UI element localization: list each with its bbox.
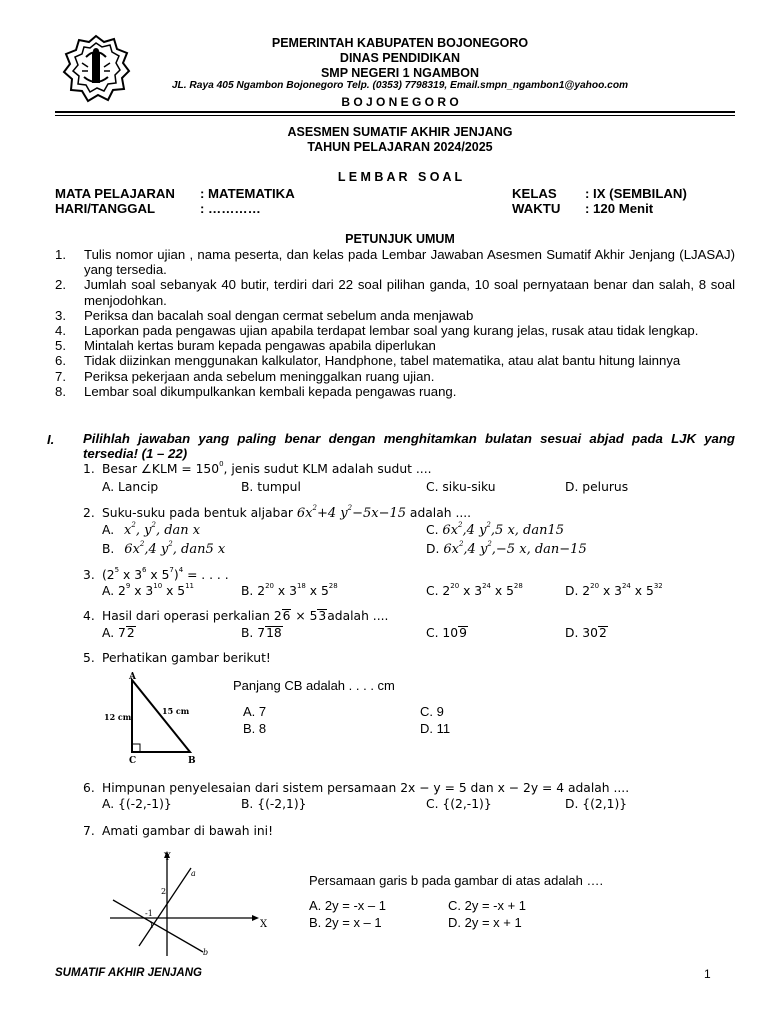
q2-option-c: C. $6x^2,4$ $y^2,5$ x, dan15 [426, 521, 565, 538]
q6-option-d: D. {(2,1)} [565, 797, 628, 811]
side-label-ab: 15 cm [162, 706, 190, 716]
question-number: 5. [83, 651, 95, 665]
letterhead-city: B O J O N E G O R O [341, 95, 459, 109]
q1-option-c: C. siku-siku [426, 480, 496, 494]
q7-option-b: B. 2y = x – 1 [309, 915, 382, 930]
instruction-item: 2. Jumlah soal sebanyak 40 butir, terdiri dari 22 soal pilihan ganda, 10 soal pernyataan benar dan salah, 8 soal menjodohkan. [55, 277, 735, 308]
section-instruction: Pilihlah jawaban yang paling benar dengan menghitamkan bulatan sesuai abjad pada LJK yang tersedia! (1 – 22) [83, 431, 735, 461]
page-number: 1 [704, 967, 711, 981]
tick-label-1: 1 [149, 921, 155, 930]
side-label-ac: 12 cm [104, 712, 132, 722]
question-number: 7. [83, 824, 95, 838]
line-graph-figure [105, 848, 275, 960]
time-label: WAKTU [512, 201, 561, 216]
vertex-label-a: A [129, 672, 136, 682]
section-number: I. [47, 432, 55, 447]
q7-option-d: D. 2y = x + 1 [448, 915, 522, 930]
q4-option-d: D. 302 [565, 626, 607, 640]
instruction-item: 7. Periksa pekerjaan anda sebelum meninggalkan ruang ujian. [55, 368, 435, 384]
vertex-label-c: C [129, 756, 137, 766]
q3-option-d: D. $2^{20}$ x $3^{24}$ x $5^{32}$ [565, 582, 663, 598]
question-number: 2. [83, 506, 95, 520]
time-value: : 120 Menit [585, 201, 654, 216]
q5-option-a: A. 7 [243, 704, 267, 719]
question-number: 3. [83, 568, 95, 582]
regency-logo [60, 33, 132, 105]
tick-label-2: 2 [161, 887, 167, 896]
day-value: : ………… [200, 201, 261, 216]
question-5-text: Perhatikan gambar berikut! [102, 651, 271, 665]
q6-option-b: B. {(-2,1)} [241, 797, 307, 811]
exam-title: ASESMEN SUMATIF AKHIR JENJANG [287, 125, 513, 139]
letterhead-line1: PEMERINTAH KABUPATEN BOJONEGORO [271, 36, 529, 50]
question-7-text: Amati gambar di bawah ini! [102, 824, 274, 838]
vertex-label-b: B [188, 756, 196, 766]
axis-label-y: Y [164, 852, 171, 863]
q6-option-a: A. {(-2,-1)} [102, 797, 172, 811]
question-7-ask: Persamaan garis b pada gambar di atas adalah …. [309, 873, 604, 888]
q1-option-a: A. Lancip [102, 480, 159, 494]
question-5-ask: Panjang CB adalah . . . . cm [233, 678, 395, 693]
line-label-a: a [191, 869, 196, 878]
question-1-text: Besar ∠KLM = $150^0$, jenis sudut KLM adalah sudut .... [102, 460, 432, 476]
day-label: HARI/TANGGAL [55, 201, 156, 216]
q7-option-a: A. 2y = -x – 1 [309, 898, 386, 913]
letterhead-divider-thin [55, 115, 735, 116]
q2-option-b: B. $6x^2,4$ $y^2$, dan5 x [102, 540, 226, 557]
q3-option-b: B. $2^{20}$ x $3^{18}$ x $5^{28}$ [241, 582, 338, 598]
q5-option-b: B. 8 [243, 721, 267, 736]
q4-option-b: B. 718 [241, 626, 282, 640]
right-triangle-figure [100, 668, 210, 768]
letterhead-divider [55, 111, 735, 113]
question-3-text: ($2^5$ x $3^6$ x $5^7)^4$ = . . . . [102, 566, 229, 582]
instruction-item: 3. Periksa dan bacalah soal dengan cermat sebelum anda menjawab [55, 307, 474, 323]
q5-option-c: C. 9 [420, 704, 444, 719]
letterhead-line2: DINAS PENDIDIKAN [339, 51, 461, 65]
letterhead-address: JL. Raya 405 Ngambon Bojonegoro Telp. (0353) 7798319, Email.smpn_ngambon1@yahoo.com [171, 80, 629, 91]
instruction-item: 5. Mintalah kertas buram kepada pengawas apabila diperlukan [55, 338, 436, 354]
q1-option-b: B. tumpul [241, 480, 301, 494]
q3-option-c: C. $2^{20}$ x $3^{24}$ x $5^{28}$ [426, 582, 523, 598]
q5-option-d: D. 11 [420, 721, 451, 736]
tick-label-neg1: -1 [145, 909, 153, 918]
question-2-text: Suku-suku pada bentuk aljabar $6x^2+4$ $y^2-5x-15$ adalah .... [102, 504, 472, 521]
axis-label-x: X [260, 919, 268, 930]
subject-label: MATA PELAJARAN [55, 186, 175, 201]
q1-option-d: D. pelurus [565, 480, 629, 494]
q7-option-c: C. 2y = -x + 1 [448, 898, 527, 913]
q6-option-c: C. {(2,-1)} [426, 797, 492, 811]
letterhead-line3: SMP NEGERI 1 NGAMBON [320, 66, 480, 80]
question-number: 4. [83, 609, 95, 623]
instruction-item: 1. Tulis nomor ujian , nama peserta, dan kelas pada Lembar Jawaban Asesmen Sumatif Akhir Jenjang (LJASAJ) yang tersedia. [55, 247, 735, 278]
sheet-title: L E M B A R S O A L [337, 170, 463, 184]
q4-option-a: A. 72 [102, 626, 135, 640]
footer-title: SUMATIF AKHIR JENJANG [55, 967, 202, 979]
instructions-list [55, 247, 735, 399]
line-label-b: b [203, 948, 209, 957]
subject-value: : MATEMATIKA [200, 186, 295, 201]
q2-option-a: A. $x^2$, $y^2$, dan x [102, 521, 201, 538]
instruction-item: 4. Laporkan pada pengawas ujian apabila terdapat lembar soal yang kurang jelas, rusak atau tidak lengkap. [55, 323, 699, 339]
q3-option-a: A. $2^9$ x $3^{10}$ x $5^{11}$ [102, 582, 194, 598]
question-4-text: Hasil dari operasi perkalian 26 × 53adalah .... [102, 609, 389, 623]
class-value: : IX (SEMBILAN) [585, 186, 687, 201]
exam-year: TAHUN PELAJARAN 2024/2025 [307, 140, 493, 154]
q2-option-d: D. $6x^2,4$ $y^2,-5$ x, dan−15 [426, 540, 587, 557]
instruction-item: 8. Lembar soal dikumpulkankan kembali kepada pengawas ruang. [55, 383, 457, 399]
instructions-title: PETUNJUK UMUM [345, 232, 455, 246]
question-number: 6. [83, 781, 95, 795]
instruction-item: 6. Tidak diizinkan menggunakan kalkulator, Handphone, tabel matematika, atau alat bantu hitung lainnya [55, 353, 681, 369]
question-number: 1. [83, 462, 95, 476]
class-label: KELAS [512, 186, 557, 201]
q4-option-c: C. 109 [426, 626, 467, 640]
question-6-text: Himpunan penyelesaian dari sistem persamaan 2x − y = 5 dan x − 2y = 4 adalah .... [102, 781, 630, 795]
